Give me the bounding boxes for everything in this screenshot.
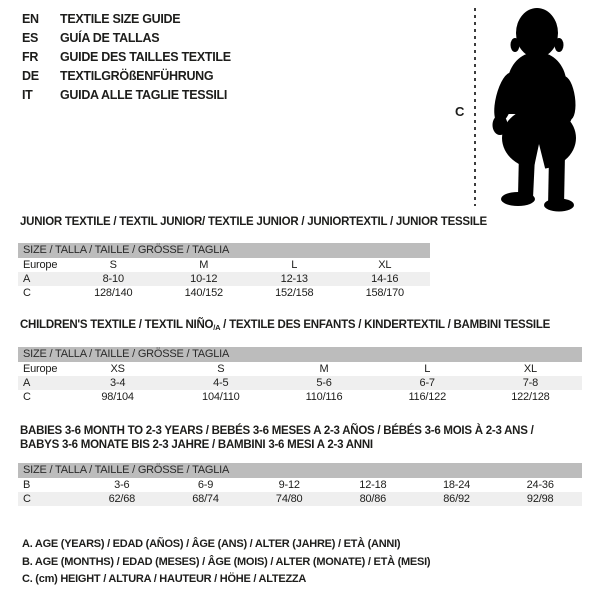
months-cell: 6-9 — [197, 479, 214, 491]
table-row — [18, 272, 430, 286]
babies-title-line2: BABYS 3-6 MONATE BIS 2-3 JAHRE / BAMBINI 3-6 MESI A 2-3 ANNI — [20, 438, 373, 451]
height-cell: 62/68 — [108, 493, 136, 505]
table-row — [18, 492, 582, 506]
babies-title-line1: BABIES 3-6 MONTH TO 2-3 YEARS / BEBÉS 3-6 MESES A 2-3 AÑOS / BÉBÉS 3-6 MOIS À 2-3 ANS / — [20, 425, 534, 437]
height-measure-dashed-line — [474, 8, 476, 206]
language-code: IT — [22, 87, 33, 102]
toddler-silhouette-icon — [483, 6, 597, 213]
table-row — [18, 376, 582, 390]
language-code: DE — [22, 68, 39, 83]
months-cell: 24-36 — [526, 479, 554, 491]
table-row — [18, 362, 582, 376]
children-title-subscript: /A — [213, 323, 221, 332]
size-cell: L — [291, 259, 298, 271]
children-title-part1: CHILDREN'S TEXTILE / TEXTIL NIÑO — [20, 319, 214, 331]
height-cell: 110/116 — [305, 391, 343, 403]
language-row-fr — [22, 47, 231, 66]
language-code: EN — [22, 11, 39, 26]
legend-notes — [22, 536, 430, 589]
row-label: C — [23, 493, 31, 505]
children-title-part2: / TEXTILE DES ENFANTS / KINDERTEXTIL / BAMBINI TESSILE — [220, 319, 551, 331]
language-label: GUIDE DES TAILLES TEXTILE — [60, 49, 231, 64]
table-row — [18, 258, 430, 272]
note-age-months: B. AGE (MONTHS) / EDAD (MESES) / ÂGE (MOIS) / ALTER (MONATE) / ETÀ (MESI) — [22, 555, 431, 568]
babies-size-header-bar: SIZE / TALLA / TAILLE / GRÖSSE / TAGLIA — [18, 463, 582, 478]
age-cell: 7-8 — [522, 377, 539, 389]
children-table-title — [20, 319, 550, 332]
row-label: B — [23, 479, 31, 491]
row-label: A — [23, 377, 31, 389]
table-row — [18, 478, 582, 492]
language-code: FR — [22, 49, 39, 64]
note-age-years: A. AGE (YEARS) / EDAD (AÑOS) / ÂGE (ANS) / ALTER (JAHRE) / ETÀ (ANNI) — [22, 538, 401, 550]
babies-table-title — [20, 425, 534, 452]
height-cell: 86/92 — [443, 493, 470, 505]
language-row-it — [22, 85, 231, 104]
language-label: TEXTILGRÖßENFÜHRUNG — [60, 68, 214, 83]
language-row-en — [22, 9, 231, 28]
children-size-table — [18, 347, 582, 404]
age-cell: 10-12 — [190, 273, 218, 285]
height-cell: 152/158 — [275, 287, 314, 299]
height-cell: 74/80 — [275, 493, 303, 505]
note-height-cm: C. (cm) HEIGHT / ALTURA / HAUTEUR / HÖHE / ALTEZZA — [22, 573, 307, 585]
size-cell: S — [217, 363, 225, 375]
language-row-de — [22, 66, 231, 85]
babies-size-table — [18, 463, 582, 506]
age-cell: 14-16 — [371, 273, 399, 285]
height-cell: 116/122 — [408, 391, 446, 403]
age-cell: 12-13 — [280, 273, 308, 285]
height-cell: 104/110 — [202, 391, 240, 403]
height-cell: 92/98 — [526, 493, 554, 505]
size-cell: S — [109, 259, 117, 271]
row-label: A — [23, 273, 31, 285]
size-cell: M — [319, 363, 329, 375]
size-cell: M — [199, 259, 209, 271]
age-cell: 3-4 — [109, 377, 126, 389]
junior-size-header-bar: SIZE / TALLA / TAILLE / GRÖSSE / TAGLIA — [18, 243, 430, 258]
months-cell: 3-6 — [114, 479, 130, 491]
months-cell: 12-18 — [359, 479, 387, 491]
row-label: Europe — [23, 259, 58, 271]
height-cell: 68/74 — [192, 493, 219, 505]
months-cell: 9-12 — [278, 479, 300, 491]
row-label: C — [23, 391, 31, 403]
junior-table-title: JUNIOR TEXTILE / TEXTIL JUNIOR/ TEXTILE JUNIOR / JUNIORTEXTIL / JUNIOR TESSILE — [20, 216, 487, 228]
months-cell: 18-24 — [442, 479, 471, 491]
height-cell: 158/170 — [365, 287, 404, 299]
height-cell: 80/86 — [359, 493, 387, 505]
size-cell: XS — [110, 363, 125, 375]
language-row-es — [22, 28, 231, 47]
size-cell: XL — [378, 259, 392, 271]
children-size-header-bar: SIZE / TALLA / TAILLE / GRÖSSE / TAGLIA — [18, 347, 582, 362]
language-label: GUÍA DE TALLAS — [60, 30, 160, 45]
row-label: C — [23, 287, 31, 299]
height-cell: 140/152 — [184, 287, 223, 299]
height-cell: 98/104 — [101, 391, 134, 403]
table-row — [18, 390, 582, 404]
row-label: Europe — [23, 363, 58, 375]
age-cell: 5-6 — [316, 377, 332, 389]
junior-size-table — [18, 243, 430, 300]
height-cell: 122/128 — [511, 391, 550, 403]
language-label: GUIDA ALLE TAGLIE TESSILI — [60, 87, 228, 102]
size-cell: L — [424, 363, 431, 375]
size-cell: XL — [523, 363, 537, 375]
age-cell: 4-5 — [213, 377, 229, 389]
language-label: TEXTILE SIZE GUIDE — [60, 11, 181, 26]
height-measure-label: C — [455, 104, 465, 119]
language-code: ES — [22, 30, 39, 45]
age-cell: 6-7 — [419, 377, 435, 389]
age-cell: 8-10 — [102, 273, 124, 285]
table-row — [18, 286, 430, 300]
language-list — [22, 9, 231, 104]
height-cell: 128/140 — [94, 287, 133, 299]
